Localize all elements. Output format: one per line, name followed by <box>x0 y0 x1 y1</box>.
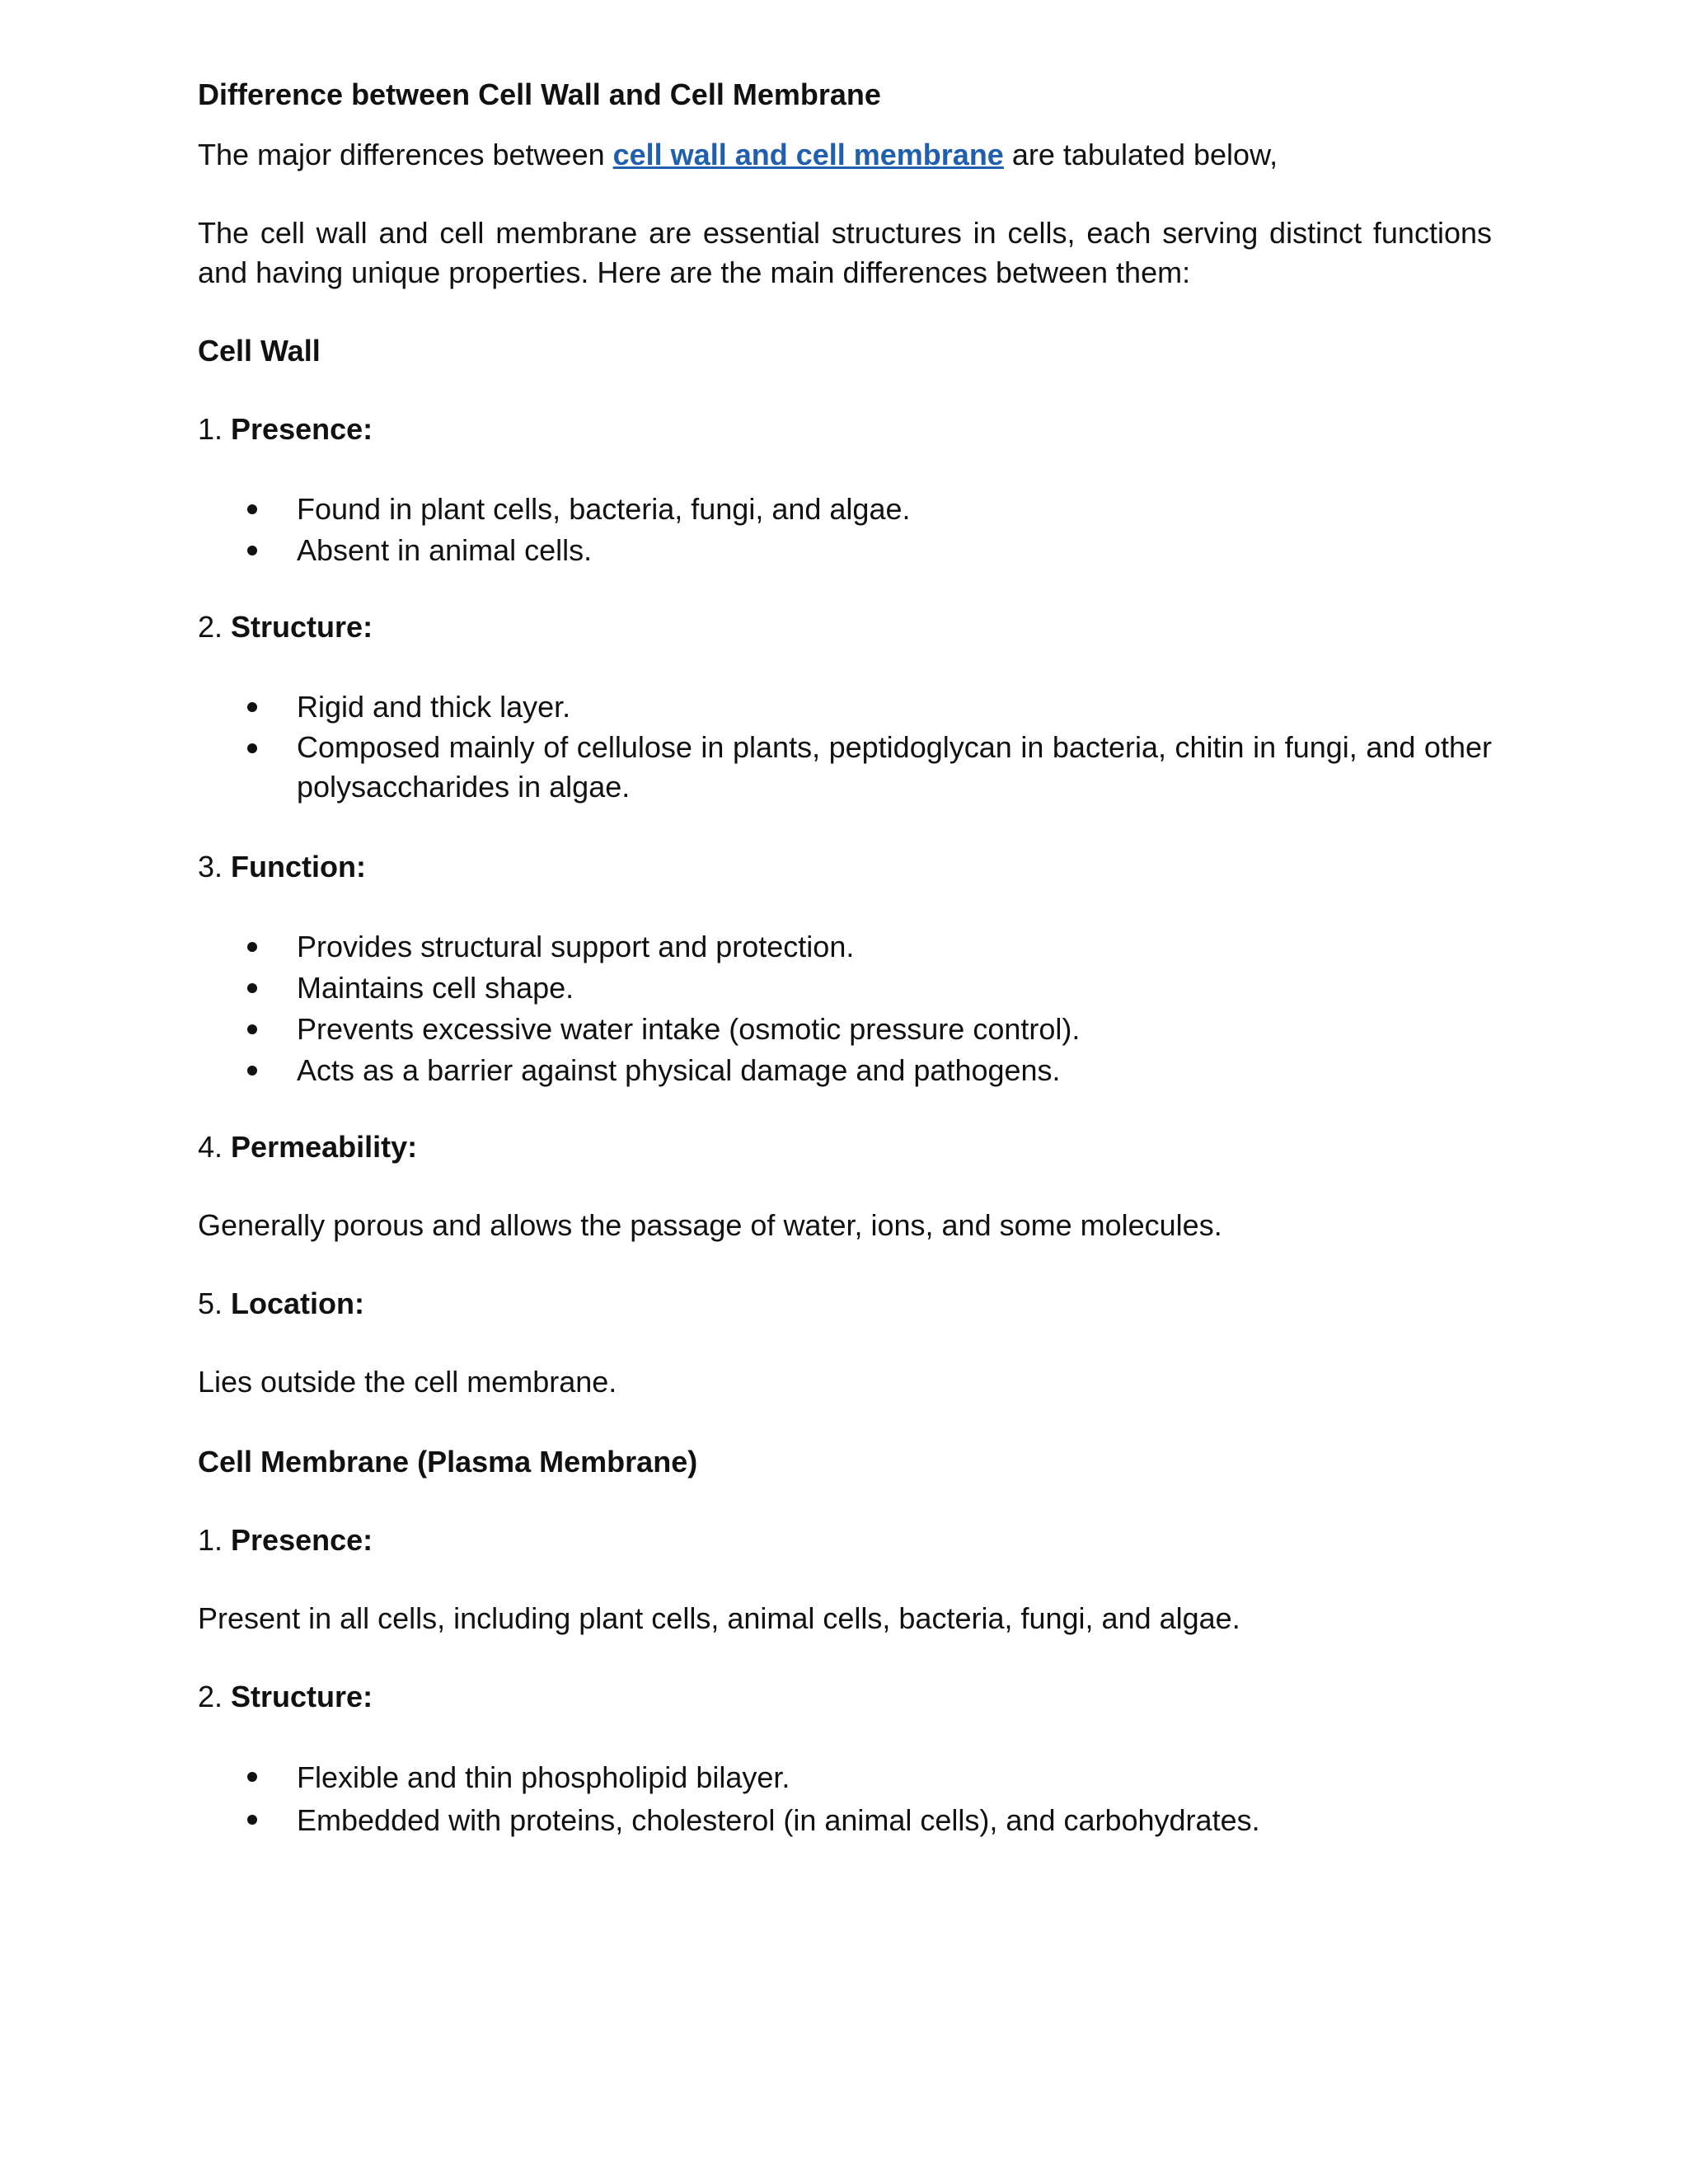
section-number: 1. <box>198 412 232 446</box>
section-number: 1. <box>198 1523 232 1557</box>
cell-wall-structure-heading <box>198 607 1492 647</box>
list-item <box>198 968 1492 1009</box>
list-item <box>198 687 1492 728</box>
cell-membrane-heading: Cell Membrane (Plasma Membrane) <box>198 1445 698 1479</box>
list-item-text: Provides structural support and protection. <box>297 930 855 963</box>
bullet-icon <box>247 504 257 514</box>
cell-wall-permeability-text: Generally porous and allows the passage of water, ions, and some molecules. <box>198 1208 1222 1242</box>
bullet-icon <box>247 983 257 993</box>
section-label: Location: <box>231 1286 365 1320</box>
bullet-icon <box>247 942 257 952</box>
bullet-icon <box>247 1772 257 1782</box>
bullet-icon <box>247 743 257 753</box>
section-number: 2. <box>198 610 232 644</box>
list-item <box>198 489 1492 530</box>
cell-membrane-presence-text: Present in all cells, including plant cells, animal cells, bacteria, fungi, and algae. <box>198 1601 1240 1635</box>
list-item-text: Absent in animal cells. <box>297 533 593 567</box>
list-item-text: Embedded with proteins, cholesterol (in animal cells), and carbohydrates. <box>297 1803 1260 1837</box>
section-label: Function: <box>231 850 366 883</box>
list-item <box>198 1050 1492 1091</box>
cell-membrane-structure-list <box>198 1756 1492 1842</box>
bullet-icon <box>247 546 257 555</box>
list-item-text: Flexible and thin phospholipid bilayer. <box>297 1760 790 1794</box>
cell-wall-permeability-heading <box>198 1127 1492 1167</box>
section-label: Presence: <box>231 412 373 446</box>
list-item <box>198 1799 1492 1842</box>
document-title: Difference between Cell Wall and Cell Membrane <box>198 77 881 111</box>
cell-wall-heading: Cell Wall <box>198 334 321 368</box>
list-item-text: Prevents excessive water intake (osmotic pressure control). <box>297 1012 1081 1046</box>
list-item <box>198 926 1492 968</box>
list-item <box>198 728 1492 807</box>
cell-wall-location-heading <box>198 1284 1492 1324</box>
bullet-icon <box>247 702 257 712</box>
cell-wall-function-list <box>198 926 1492 1091</box>
cell-wall-structure-list <box>198 687 1492 807</box>
section-number: 3. <box>198 850 232 883</box>
cell-wall-location-text: Lies outside the cell membrane. <box>198 1365 617 1399</box>
section-label: Permeability: <box>231 1130 418 1164</box>
intro-text-after: are tabulated below, <box>1003 138 1278 171</box>
list-item-text: Rigid and thick layer. <box>297 690 571 724</box>
list-item-text: Acts as a barrier against physical damage and pathogens. <box>297 1053 1061 1087</box>
cell-wall-membrane-link[interactable]: cell wall and cell membrane <box>612 138 1004 171</box>
section-number: 2. <box>198 1680 232 1713</box>
list-item <box>198 530 1492 571</box>
bullet-icon <box>247 1024 257 1034</box>
list-item-text: Found in plant cells, bacteria, fungi, and algae. <box>297 492 911 526</box>
section-number: 4. <box>198 1130 232 1164</box>
section-label: Structure: <box>231 610 373 644</box>
cell-membrane-presence-heading <box>198 1521 1492 1560</box>
list-item-text: Maintains cell shape. <box>297 971 574 1005</box>
cell-membrane-structure-heading <box>198 1677 1492 1717</box>
intro-text-before: The major differences between <box>198 138 613 171</box>
bullet-icon <box>247 1815 257 1825</box>
section-number: 5. <box>198 1286 232 1320</box>
bullet-icon <box>247 1066 257 1076</box>
cell-wall-presence-list <box>198 489 1492 571</box>
intro-line <box>198 135 1492 175</box>
list-item <box>198 1009 1492 1050</box>
cell-wall-presence-heading <box>198 410 1492 449</box>
list-item-text: Composed mainly of cellulose in plants, peptidoglycan in bacteria, chitin in fungi, and other polysaccharides in algae. <box>297 730 1492 804</box>
cell-wall-function-heading <box>198 847 1492 887</box>
list-item <box>198 1756 1492 1799</box>
section-label: Presence: <box>231 1523 373 1557</box>
section-label: Structure: <box>231 1680 373 1713</box>
intro-paragraph: The cell wall and cell membrane are essential structures in cells, each serving distinct functions and having unique properties. Here are the main differences between them: <box>198 216 1492 289</box>
